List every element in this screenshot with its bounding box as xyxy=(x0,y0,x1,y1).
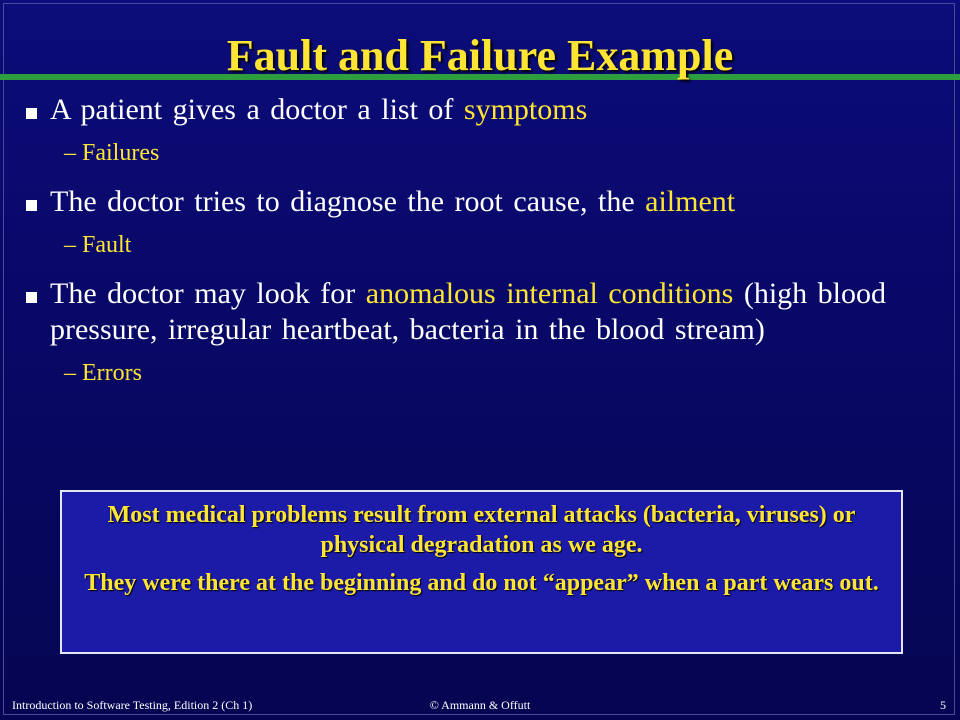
sub-bullet-errors: – Errors xyxy=(64,360,142,386)
sub-bullet-fault: – Fault xyxy=(64,232,132,258)
callout-box xyxy=(60,490,903,654)
sub-bullet-failures: – Failures xyxy=(64,140,160,166)
slide-title: Fault and Failure Example xyxy=(226,31,734,80)
bullet-text: The doctor tries to diagnose the root cause, the xyxy=(50,185,646,218)
bullet-text: The doctor may look for xyxy=(50,277,366,310)
bullet-item-conditions xyxy=(24,276,934,348)
footer-copyright: © Ammann & Offutt xyxy=(429,698,531,712)
bullet-highlight: anomalous internal conditions xyxy=(365,277,734,310)
callout-paragraph-1: Most medical problems result from external attacks (bacteria, viruses) or physical degradation as we age. xyxy=(107,502,856,558)
slide-content xyxy=(24,92,934,388)
square-bullet-icon xyxy=(26,200,37,211)
footer-page-number: 5 xyxy=(940,698,946,712)
callout-paragraph-2: They were there at the beginning and do not “appear” when a part wears out. xyxy=(84,570,879,596)
bullet-highlight: ailment xyxy=(645,185,736,218)
footer-course-title: Introduction to Software Testing, Edition 2 (Ch 1) xyxy=(12,698,253,712)
bullet-text: A patient gives a doctor a list of xyxy=(50,93,464,126)
bullet-text-after: (high blood pressure, irregular heartbeat, bacteria in the blood stream) xyxy=(50,277,887,346)
square-bullet-icon xyxy=(26,292,37,303)
bullet-highlight: symptoms xyxy=(463,93,588,126)
bullet-item-ailment xyxy=(24,184,934,220)
bullet-item-symptoms xyxy=(24,92,934,128)
square-bullet-icon xyxy=(26,108,37,119)
